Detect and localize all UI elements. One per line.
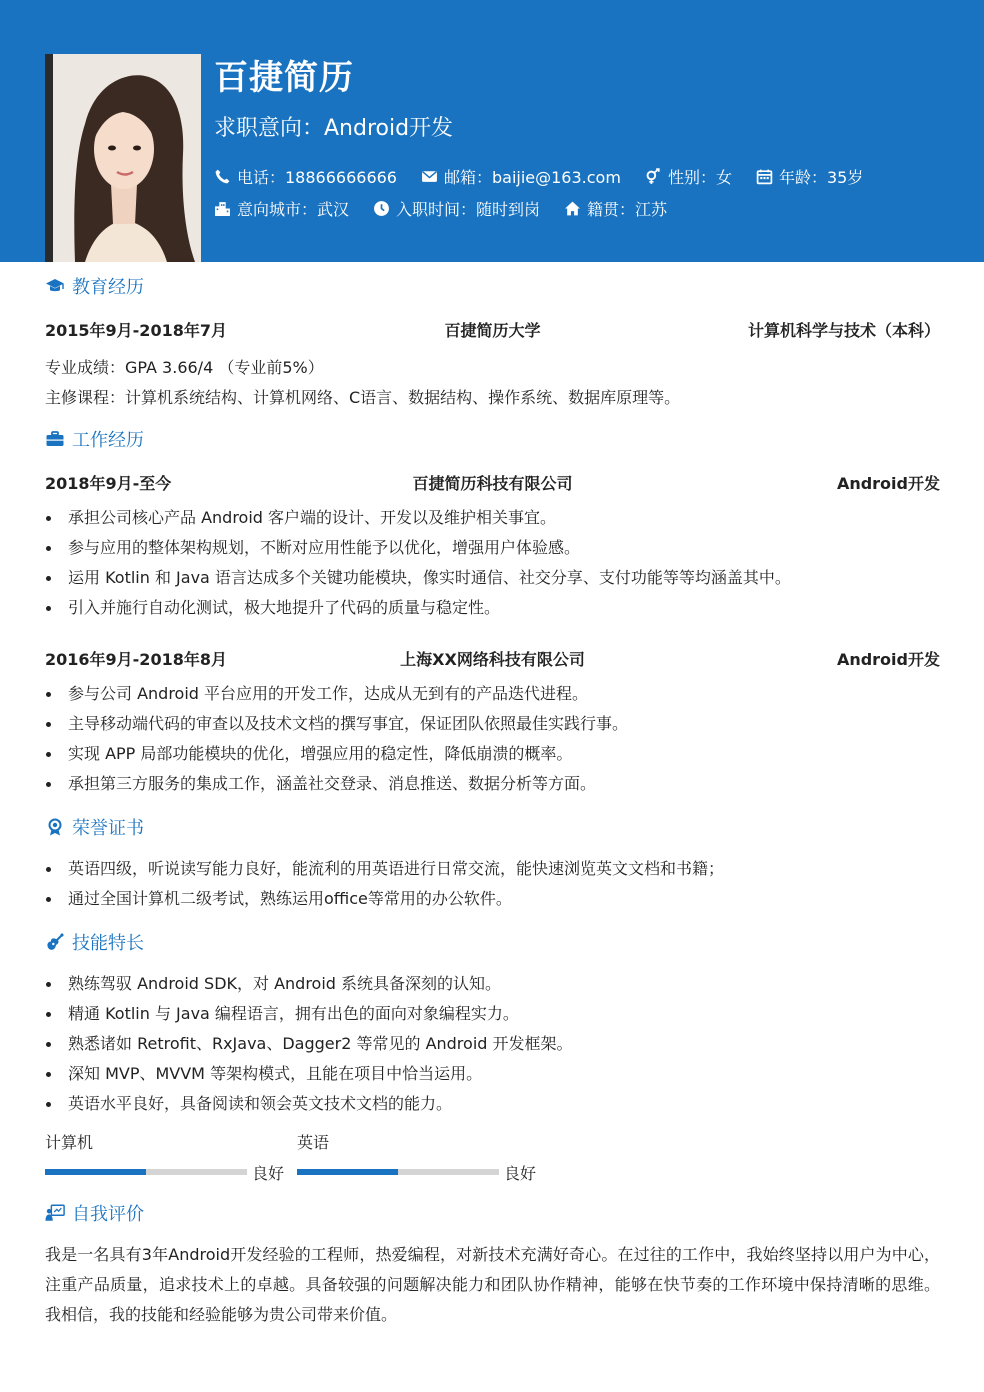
skill-name: 计算机 (45, 1133, 94, 1152)
list-item: 参与公司 Android 平台应用的开发工作，达成从无到有的产品迭代进程。 (45, 679, 940, 709)
phone-info (214, 165, 397, 188)
list-item: 承担公司核心产品 Android 客户端的设计、开发以及维护相关事宜。 (45, 503, 940, 533)
education-courses: 主修课程：计算机系统结构、计算机网络、C语言、数据结构、操作系统、数据库原理等。 (45, 388, 681, 407)
work-2-role: Android开发 (836, 650, 940, 669)
section-work-title (45, 426, 144, 452)
list-item: 主导移动端代码的审查以及技术文档的撰写事宜，保证团队依照最佳实践行事。 (45, 709, 940, 739)
skill-progress-track (297, 1169, 499, 1175)
section-work-label: 工作经历 (72, 430, 144, 451)
skill-progress-fill (45, 1169, 146, 1175)
gender-text: 性别：女 (667, 167, 732, 187)
portrait-image (45, 54, 201, 262)
work-2-duties (45, 679, 940, 799)
section-self-eval-title (45, 1200, 144, 1226)
job-intent: 求职意向：Android开发 (214, 116, 454, 141)
list-item: 参与应用的整体架构规划，不断对应用性能予以优化，增强用户体验感。 (45, 533, 940, 563)
city-text: 意向城市：武汉 (237, 199, 350, 219)
contact-info-row-1 (214, 165, 887, 187)
contact-info-row-2 (214, 197, 691, 219)
list-item: 精通 Kotlin 与 Java 编程语言，拥有出色的面向对象编程实力。 (45, 999, 940, 1029)
skill-level-text: 良好 (504, 1164, 537, 1183)
list-item: 英语四级，听说读写能力良好，能流利的用英语进行日常交流，能快速浏览英文文档和书籍； (45, 854, 940, 884)
work-1-role: Android开发 (836, 474, 940, 493)
phone-icon (214, 168, 231, 185)
candidate-name: 百捷简历 (214, 58, 354, 98)
hometown-info (564, 197, 667, 220)
entry-time-text: 入职时间：随时到岗 (396, 199, 541, 219)
list-item: 英语水平良好，具备阅读和领会英文技术文档的能力。 (45, 1089, 940, 1119)
list-item: 深知 MVP、MVVM 等架构模式，且能在项目中恰当运用。 (45, 1059, 940, 1089)
section-skills-label: 技能特长 (72, 933, 144, 954)
graduation-cap-icon (45, 276, 65, 296)
section-education-title (45, 273, 144, 299)
award-icon (45, 817, 65, 837)
section-skills-title (45, 929, 144, 955)
presenter-icon (45, 1203, 65, 1223)
calendar-icon (756, 168, 773, 185)
envelope-icon (421, 168, 438, 185)
entry-time-info (373, 197, 540, 220)
section-education-label: 教育经历 (72, 277, 144, 298)
work-entry-2-head (45, 647, 940, 671)
gender-info (645, 165, 732, 188)
list-item: 熟悉诸如 Retrofit、RxJava、Dagger2 等常见的 Android 开发框架。 (45, 1029, 940, 1059)
age-text: 年龄：35岁 (778, 167, 864, 187)
resume-header (0, 0, 984, 262)
list-item: 实现 APP 局部功能模块的优化，增强应用的稳定性，降低崩溃的概率。 (45, 739, 940, 769)
education-entry-head (45, 318, 940, 342)
education-major: 计算机科学与技术（本科） (747, 321, 940, 340)
education-school: 百捷简历大学 (444, 321, 541, 340)
email-text: 邮箱：baijie@163.com (443, 167, 621, 187)
honors-list (45, 854, 940, 914)
education-score: 专业成绩：GPA 3.66/4 （专业前5%） (45, 358, 324, 377)
hometown-text: 籍贯：江苏 (587, 199, 668, 219)
work-1-company: 百捷简历科技有限公司 (412, 474, 573, 493)
list-item: 运用 Kotlin 和 Java 语言达成多个关键功能模块，像实时通信、社交分享、支付功能等等均涵盖其中。 (45, 563, 940, 593)
city-icon (214, 200, 231, 217)
list-item: 熟练驾驭 Android SDK，对 Android 系统具备深刻的认知。 (45, 969, 940, 999)
skill-name: 英语 (297, 1133, 330, 1152)
work-1-duties (45, 503, 940, 623)
skill-progress-track (45, 1169, 247, 1175)
skill-level-english (297, 1130, 537, 1186)
briefcase-icon (45, 429, 65, 449)
guitar-icon (45, 932, 65, 952)
phone-text: 电话：18866666666 (237, 167, 397, 187)
clock-icon (373, 200, 390, 217)
skill-level-computer (45, 1130, 285, 1186)
home-icon (564, 200, 581, 217)
skill-level-text: 良好 (252, 1164, 285, 1183)
skills-list (45, 969, 940, 1119)
city-info (214, 197, 349, 220)
list-item: 引入并施行自动化测试，极大地提升了代码的质量与稳定性。 (45, 593, 940, 623)
section-self-eval-label: 自我评价 (72, 1204, 144, 1225)
education-period: 2015年9月-2018年7月 (45, 321, 227, 340)
work-entry-1-head (45, 471, 940, 495)
work-2-period: 2016年9月-2018年8月 (45, 650, 227, 669)
profile-photo (45, 54, 201, 262)
section-honors-label: 荣誉证书 (72, 818, 144, 839)
section-honors-title (45, 814, 144, 840)
gender-icon (645, 168, 662, 185)
list-item: 承担第三方服务的集成工作，涵盖社交登录、消息推送、数据分析等方面。 (45, 769, 940, 799)
age-info (756, 165, 863, 188)
self-evaluation-text: 我是一名具有3年Android开发经验的工程师，热爱编程，对新技术充满好奇心。在过往的工作中，我始终坚持以用户为中心，注重产品质量，追求技术上的卓越。具备较强的问题解决能力和团队协作精神，能够在快节奏的工作环境中保持清晰的思维。我相信，我的技能和经验能够为贵公司带来价值。 (45, 1245, 940, 1324)
work-1-period: 2018年9月-至今 (45, 474, 172, 493)
skill-progress-fill (297, 1169, 398, 1175)
email-info (421, 165, 621, 188)
list-item: 通过全国计算机二级考试，熟练运用office等常用的办公软件。 (45, 884, 940, 914)
work-2-company: 上海XX网络科技有限公司 (400, 650, 585, 669)
